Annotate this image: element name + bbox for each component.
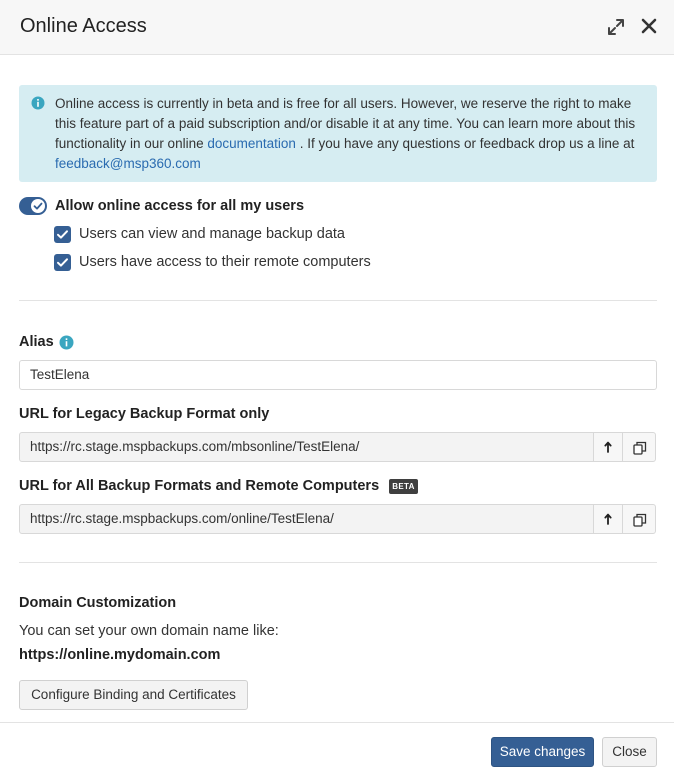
toggle-knob [31, 199, 45, 213]
domain-description: You can set your own domain name like: [19, 623, 279, 639]
checkmark-icon [54, 226, 71, 243]
info-text-2: . If you have any questions or feedback drop us a line at [299, 136, 635, 151]
all-url-field[interactable]: https://rc.stage.mspbackups.com/online/TestElena/ [19, 504, 594, 534]
beta-badge: BETA [389, 479, 418, 494]
all-url-label: URL for All Backup Formats and Remote Computers [19, 478, 380, 494]
beta-info-banner [19, 85, 657, 182]
expand-icon[interactable] [607, 18, 625, 36]
copy-icon [633, 513, 647, 527]
section-divider [19, 300, 657, 301]
all-url-open-button[interactable] [593, 504, 623, 534]
manage-backup-checkbox[interactable] [54, 226, 71, 243]
close-icon[interactable] [640, 17, 658, 35]
remote-computers-label: Users have access to their remote computers [79, 254, 371, 270]
open-link-icon [602, 513, 614, 525]
manage-backup-label: Users can view and manage backup data [79, 226, 345, 242]
all-url-copy-button[interactable] [622, 504, 656, 534]
info-icon [31, 96, 45, 110]
checkmark-icon [54, 254, 71, 271]
info-text: Online access is currently in beta and is free for all users. However, we reserve the right to make this feature part of a paid subscription and/or disable it at any time. You can learn more about this functionality in our online [55, 96, 636, 151]
open-link-icon [602, 441, 614, 453]
dialog-header [0, 0, 674, 55]
section-divider [19, 562, 657, 563]
dialog-title: Online Access [20, 15, 147, 37]
legacy-url-open-button[interactable] [593, 432, 623, 462]
copy-icon [633, 441, 647, 455]
close-button[interactable]: Close [602, 737, 657, 767]
domain-customization-heading: Domain Customization [19, 595, 177, 611]
alias-info-icon[interactable] [59, 335, 74, 350]
alias-input[interactable]: TestElena [19, 360, 657, 390]
legacy-url-field[interactable]: https://rc.stage.mspbackups.com/mbsonline/TestElena/ [19, 432, 594, 462]
save-changes-button[interactable]: Save changes [491, 737, 594, 767]
online-access-toggle[interactable] [19, 197, 47, 215]
footer-divider [0, 722, 674, 723]
configure-binding-button[interactable]: Configure Binding and Certificates [19, 680, 248, 710]
documentation-link[interactable]: documentation [207, 136, 296, 151]
legacy-url-copy-button[interactable] [622, 432, 656, 462]
online-access-toggle-label: Allow online access for all my users [55, 198, 305, 214]
legacy-url-label: URL for Legacy Backup Format only [19, 406, 270, 422]
check-icon [31, 199, 45, 213]
alias-label: Alias [19, 334, 54, 350]
remote-computers-checkbox[interactable] [54, 254, 71, 271]
feedback-email-link[interactable]: feedback@msp360.com [55, 156, 201, 171]
domain-example: https://online.mydomain.com [19, 647, 221, 663]
